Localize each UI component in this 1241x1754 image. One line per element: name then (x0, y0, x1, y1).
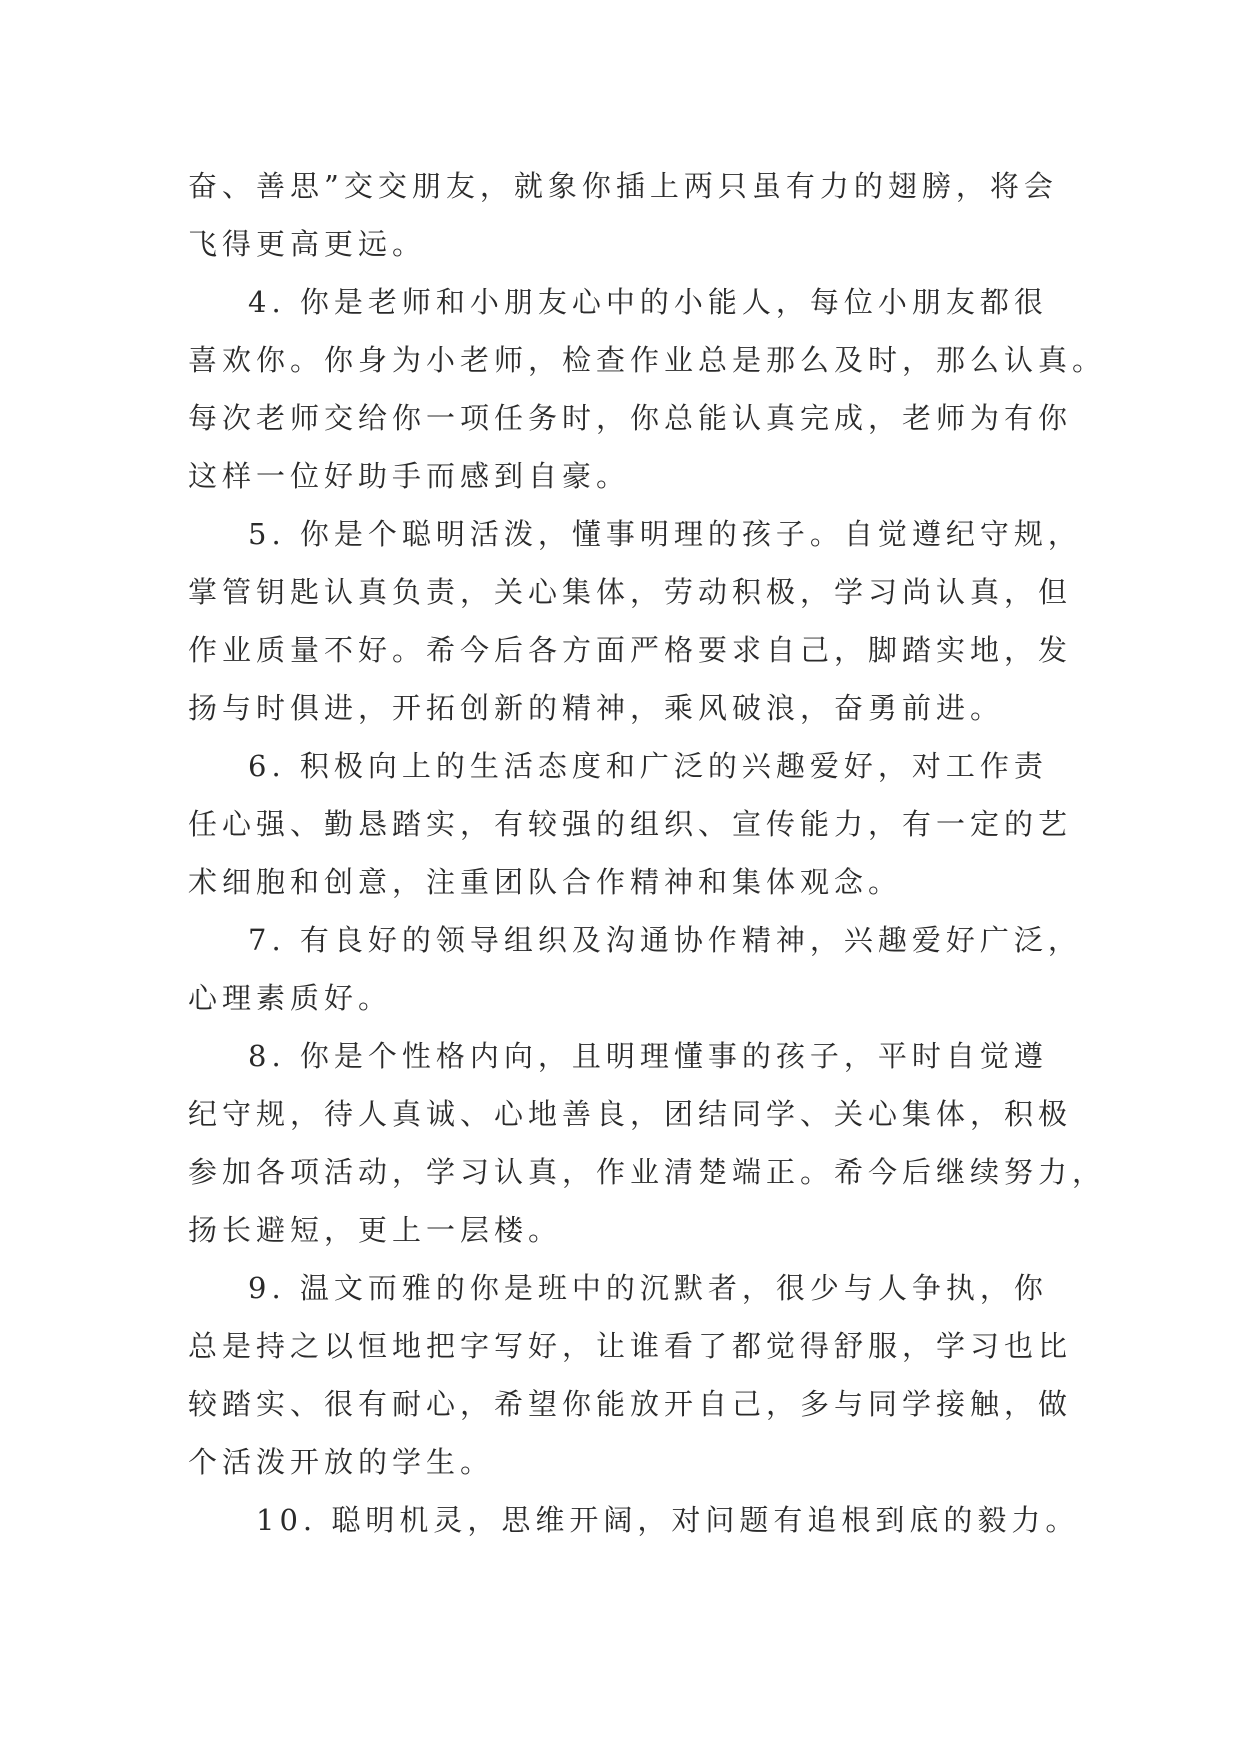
text-line: 任心强、勤恳踏实，有较强的组织、宣传能力，有一定的艺 (188, 807, 1073, 841)
text-line: 喜欢你。你身为小老师，检查作业总是那么及时，那么认真。 (188, 343, 1107, 377)
text-line: 4. 你是老师和小朋友心中的小能人，每位小朋友都很 (248, 285, 1048, 319)
text-line: 纪守规，待人真诚、心地善良，团结同学、关心集体，积极 (188, 1097, 1073, 1131)
text-line: 个活泼开放的学生。 (188, 1445, 495, 1479)
text-line: 9. 温文而雅的你是班中的沉默者，很少与人争执，你 (248, 1271, 1048, 1305)
text-line: 总是持之以恒地把字写好，让谁看了都觉得舒服，学习也比 (188, 1329, 1073, 1363)
text-line: 6. 积极向上的生活态度和广泛的兴趣爱好，对工作责 (248, 749, 1048, 783)
text-line: 每次老师交给你一项任务时，你总能认真完成，老师为有你 (188, 401, 1073, 435)
text-line: 心理素质好。 (188, 981, 393, 1015)
text-line: 10. 聪明机灵，思维开阔，对问题有追根到底的毅力。 (256, 1503, 1080, 1537)
text-line: 参加各项活动，学习认真，作业清楚端正。希今后继续努力， (188, 1155, 1107, 1189)
text-line: 这样一位好助手而感到自豪。 (188, 459, 631, 493)
text-line: 奋、善思”交交朋友，就象你插上两只虽有力的翅膀，将会 (188, 169, 1058, 203)
text-line: 飞得更高更远。 (188, 227, 427, 261)
text-line: 较踏实、很有耐心，希望你能放开自己，多与同学接触，做 (188, 1387, 1073, 1421)
text-line: 7. 有良好的领导组织及沟通协作精神，兴趣爱好广泛， (248, 923, 1082, 957)
text-line: 扬长避短，更上一层楼。 (188, 1213, 563, 1247)
text-line: 作业质量不好。希今后各方面严格要求自己，脚踏实地，发 (188, 633, 1073, 667)
text-line: 5. 你是个聪明活泼，懂事明理的孩子。自觉遵纪守规， (248, 517, 1082, 551)
text-line: 扬与时俱进，开拓创新的精神，乘风破浪，奋勇前进。 (188, 691, 1005, 725)
text-line: 8. 你是个性格内向，且明理懂事的孩子，平时自觉遵 (248, 1039, 1048, 1073)
text-line: 掌管钥匙认真负责，关心集体，劳动积极，学习尚认真，但 (188, 575, 1073, 609)
text-line: 术细胞和创意，注重团队合作精神和集体观念。 (188, 865, 903, 899)
